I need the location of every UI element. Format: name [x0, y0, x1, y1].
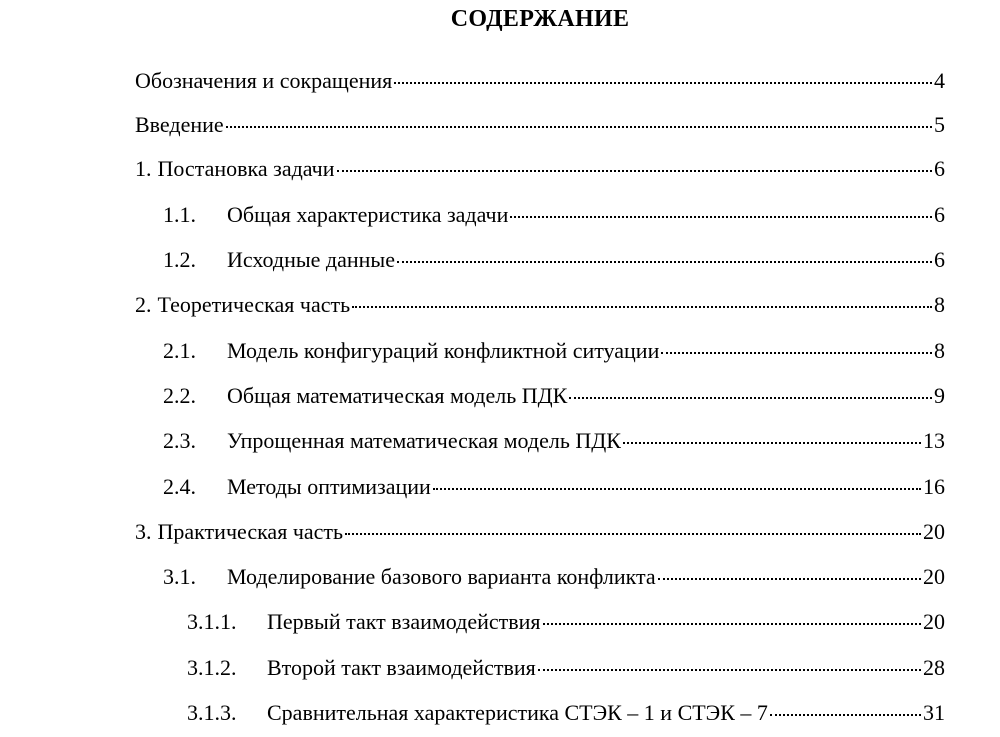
- toc-entry-page: 8: [934, 292, 945, 317]
- toc-entry-label: Теоретическая часть: [157, 292, 351, 317]
- dot-leader: [337, 169, 933, 172]
- toc-entry[interactable]: [163, 472, 945, 502]
- toc-entry-page: 20: [923, 609, 945, 634]
- toc-entry[interactable]: [163, 245, 945, 275]
- toc-entry[interactable]: [163, 200, 945, 230]
- toc-entry-page: 6: [934, 202, 945, 227]
- toc-entry-label: Общая характеристика задачи: [227, 202, 509, 227]
- toc-entry-page: 6: [934, 156, 945, 181]
- toc-entry-label: Сравнительная характеристика СТЭК – 1 и СТЭК – 7: [267, 700, 768, 725]
- toc-entry-page: 5: [934, 112, 945, 137]
- toc-entry[interactable]: [163, 336, 945, 366]
- dot-leader: [345, 532, 921, 535]
- toc-entry-number: 2.: [135, 292, 152, 317]
- toc-entry[interactable]: [163, 426, 945, 456]
- toc-entry-label: Общая математическая модель ПДК: [227, 383, 568, 408]
- toc-entry-page: 31: [923, 700, 945, 725]
- document-title: СОДЕРЖАНИЕ: [450, 6, 630, 32]
- toc-entry-number: 3.1.3.: [187, 700, 237, 725]
- toc-entry[interactable]: [135, 517, 945, 547]
- toc-entry[interactable]: [187, 698, 945, 728]
- toc-entry[interactable]: [135, 66, 945, 96]
- toc-entry-label: Постановка задачи: [157, 156, 335, 181]
- toc-entry-number: 2.4.: [163, 474, 196, 499]
- dot-leader: [538, 668, 921, 671]
- toc-entry-page: 20: [923, 519, 945, 544]
- dot-leader: [226, 125, 932, 128]
- toc-entry-number: 3.1.1.: [187, 609, 237, 634]
- dot-leader: [397, 260, 932, 263]
- toc-entry-label: Упрощенная математическая модель ПДК: [227, 428, 621, 453]
- toc-entry-number: 1.: [135, 156, 152, 181]
- toc-entry[interactable]: [135, 110, 945, 140]
- toc-entry-page: 8: [934, 338, 945, 363]
- toc-entry-label: Второй такт взаимодействия: [267, 655, 536, 680]
- dot-leader: [433, 487, 921, 490]
- toc-entry-number: 1.2.: [163, 247, 196, 272]
- toc-entry-page: 28: [923, 655, 945, 680]
- toc-entry-page: 20: [923, 564, 945, 589]
- toc-entry-number: 2.3.: [163, 428, 196, 453]
- dot-leader: [658, 577, 921, 580]
- toc-entry-label: Модель конфигураций конфликтной ситуации: [227, 338, 660, 363]
- toc-entry-page: 6: [934, 247, 945, 272]
- toc-entry[interactable]: [135, 154, 945, 184]
- toc-entry-number: 2.1.: [163, 338, 196, 363]
- toc-entry[interactable]: [163, 381, 945, 411]
- toc-entry-label: Моделирование базового варианта конфликта: [227, 564, 656, 589]
- toc-entry-page: 4: [934, 68, 945, 93]
- toc-entry-page: 13: [923, 428, 945, 453]
- toc-entry-label: Обозначения и сокращения: [135, 68, 393, 93]
- dot-leader: [770, 713, 921, 716]
- toc-entry-number: 2.2.: [163, 383, 196, 408]
- dot-leader: [569, 396, 932, 399]
- dot-leader: [661, 351, 932, 354]
- toc-entry-number: 3.1.: [163, 564, 196, 589]
- toc-entry-number: 3.1.2.: [187, 655, 237, 680]
- toc-entry-label: Методы оптимизации: [227, 474, 431, 499]
- dot-leader: [623, 441, 921, 444]
- dot-leader: [543, 622, 921, 625]
- toc-entry-number: 3.: [135, 519, 152, 544]
- toc-entry[interactable]: [163, 562, 945, 592]
- toc-entry-number: 1.1.: [163, 202, 196, 227]
- toc-entry-label: Введение: [135, 112, 224, 137]
- toc-entry-label: Практическая часть: [157, 519, 344, 544]
- toc-entry[interactable]: [187, 607, 945, 637]
- toc-entry[interactable]: [187, 653, 945, 683]
- toc-entry-page: 9: [934, 383, 945, 408]
- toc-entry-label: Первый такт взаимодействия: [267, 609, 541, 634]
- toc-entry-label: Исходные данные: [227, 247, 395, 272]
- dot-leader: [352, 305, 932, 308]
- toc-entry[interactable]: [135, 290, 945, 320]
- dot-leader: [510, 215, 932, 218]
- dot-leader: [394, 81, 932, 84]
- toc-entry-page: 16: [923, 474, 945, 499]
